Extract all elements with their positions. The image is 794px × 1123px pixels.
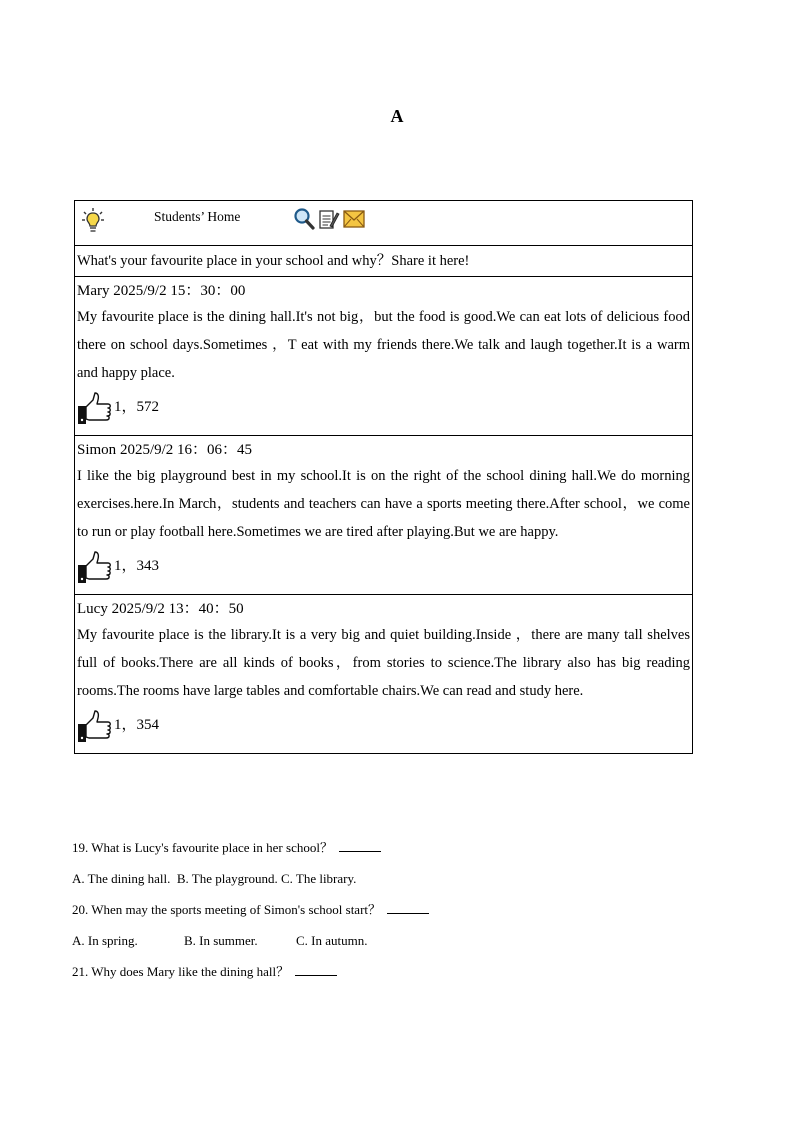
- option-c: C. In autumn.: [296, 933, 368, 948]
- post-simon: [75, 436, 692, 595]
- edit-note-icon[interactable]: [318, 207, 340, 231]
- post-author: Simon: [77, 442, 117, 458]
- post-body: I like the big playground best in my school.It is on the right of the school dining hall.We do morning exercises.here.In March，students and teachers can have a sports meeting there.After school，we come to run or play football here.Sometimes we are tired after playing.But we are happy.: [77, 468, 690, 540]
- like-row: [77, 389, 690, 425]
- post-meta: [77, 438, 690, 462]
- question-19: [72, 838, 712, 869]
- forum-prompt: What's your favourite place in your school and why？Share it here!: [75, 246, 692, 277]
- question-20-options: [72, 931, 712, 962]
- search-icon[interactable]: [293, 207, 315, 231]
- post-meta: [77, 597, 690, 621]
- section-heading: A: [390, 106, 404, 126]
- question-text: 20. When may the sports meeting of Simon's school start？: [72, 902, 382, 917]
- questions-section: [72, 838, 712, 993]
- option-line: A. The dining hall. B. The playground. C. The library.: [72, 871, 357, 886]
- forum-header: [75, 201, 692, 246]
- post-author: Lucy: [77, 601, 108, 617]
- question-text: 19. What is Lucy's favourite place in her school？: [72, 840, 333, 855]
- forum-panel: [74, 200, 693, 754]
- post-lucy: [75, 595, 692, 753]
- answer-blank[interactable]: [339, 838, 381, 852]
- option-a: A. In spring.: [72, 933, 138, 948]
- question-21: [72, 962, 712, 993]
- post-mary: [75, 277, 692, 436]
- post-author: Mary: [77, 283, 110, 299]
- thumbs-up-icon[interactable]: [77, 709, 113, 743]
- like-count: 1，572: [114, 399, 160, 415]
- post-timestamp: 2025/9/2 16：06：45: [119, 442, 253, 458]
- answer-blank[interactable]: [295, 962, 337, 976]
- post-body: My favourite place is the library.It is a very big and quiet building.Inside ，there are many tall shelves full of books.There are all kinds of books，from stories to science.The library also has big reading rooms.The rooms have large tables and comfortable chairs.We can read and study here.: [77, 627, 690, 699]
- option-b: B. In summer.: [184, 933, 258, 948]
- like-row: [77, 548, 690, 584]
- like-row: [77, 707, 690, 743]
- answer-blank[interactable]: [387, 900, 429, 914]
- post-timestamp: 2025/9/2 15：30：00: [113, 283, 246, 299]
- question-text: 21. Why does Mary like the dining hall？: [72, 964, 290, 979]
- lightbulb-icon: [81, 207, 105, 240]
- forum-title: Students’ Home: [154, 209, 241, 224]
- like-count: 1，343: [114, 558, 160, 574]
- question-20: [72, 900, 712, 931]
- post-timestamp: 2025/9/2 13：40：50: [111, 601, 244, 617]
- mail-icon[interactable]: [343, 207, 365, 231]
- question-19-options: [72, 869, 712, 900]
- post-body: My favourite place is the dining hall.It's not big，but the food is good.We can eat lots of delicious food there on school days.Sometimes ，T eat with my friends there.We talk and laugh together.It is a warm and happy place.: [77, 309, 690, 381]
- post-meta: [77, 279, 690, 303]
- like-count: 1，354: [114, 717, 160, 733]
- thumbs-up-icon[interactable]: [77, 550, 113, 584]
- thumbs-up-icon[interactable]: [77, 391, 113, 425]
